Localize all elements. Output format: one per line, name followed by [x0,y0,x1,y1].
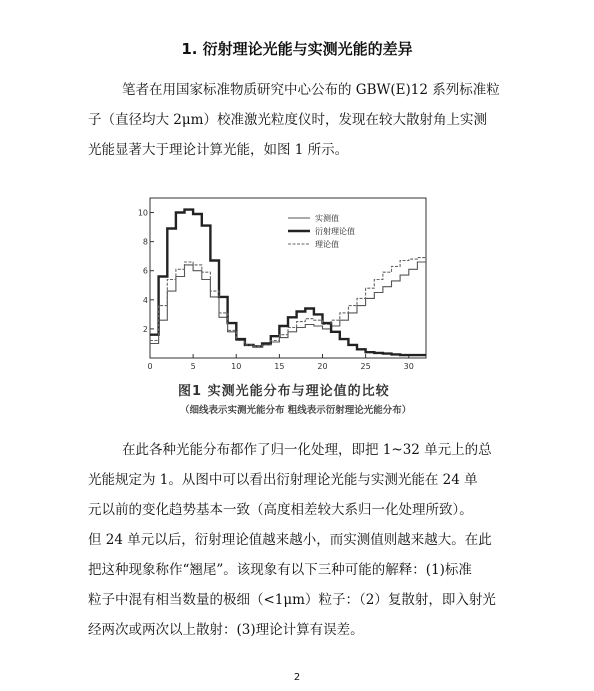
y-tick-label: 8 [142,237,148,247]
paragraph-2-line: 元以前的变化趋势基本一致（高度相差较大系归一化处理所致）。 [88,502,473,518]
legend-label: 衍射理论值 [315,227,355,236]
paragraph-2-line: 粒子中混有相当数量的极细（<1μm）粒子：（2）复散射，即入射光 [88,592,496,608]
legend-label: 实测值 [315,214,339,223]
y-tick-label: 10 [137,208,148,218]
paragraph-2-line: 把这种现象称作“翘尾”。该现象有以下三种可能的解释：(1)标准 [88,562,472,578]
paragraph-1-line: 子（直径均大 2μm）校准激光粒度仪时，发现在较大散射角上实测 [88,112,487,128]
x-tick-label: 25 [360,362,371,371]
paragraph-1-line: 光能显著大于理论计算光能，如图 1 所示。 [88,142,349,158]
x-tick-label: 0 [147,362,153,371]
figure-1 [137,190,440,382]
x-tick-label: 10 [231,362,242,371]
y-tick-label: 4 [142,295,148,305]
x-tick-label: 30 [403,362,414,371]
paragraph-2-line: 在此各种光能分布都作了归一化处理，即把 1~32 单元上的总 [122,442,492,458]
y-tick-label: 6 [142,266,148,276]
y-tick-label: 2 [142,324,148,334]
series-line-1 [150,262,426,346]
paragraph-2-line: 经两次或两次以上散射：(3)理论计算有误差。 [88,622,364,638]
section-heading: 1. 衍射理论光能与实测光能的差异 [181,40,413,58]
plot-area [138,198,426,371]
x-tick-label: 5 [190,362,196,371]
x-tick-label: 15 [274,362,285,371]
paragraph-2-line: 光能规定为 1。从图中可以看出衍射理论光能与实测光能在 24 单 [88,472,478,488]
light-energy-chart [137,190,440,378]
paragraph-1-line: 笔者在用国家标准物质研究中心公布的 GBW(E)12 系列标准粒 [122,82,500,98]
legend-label: 理论值 [315,240,339,249]
paragraph-2-line: 但 24 单元以后，衍射理论值越来越小，而实测值则越来越大。在此 [88,532,492,548]
x-tick-label: 20 [317,362,328,371]
figure-caption: 图1 实测光能分布与理论值的比较 [178,384,390,399]
figure-note: （细线表示实测光能分布 粗线表示衍射理论光能分布） [180,405,412,416]
page-number: 2 [293,672,301,683]
